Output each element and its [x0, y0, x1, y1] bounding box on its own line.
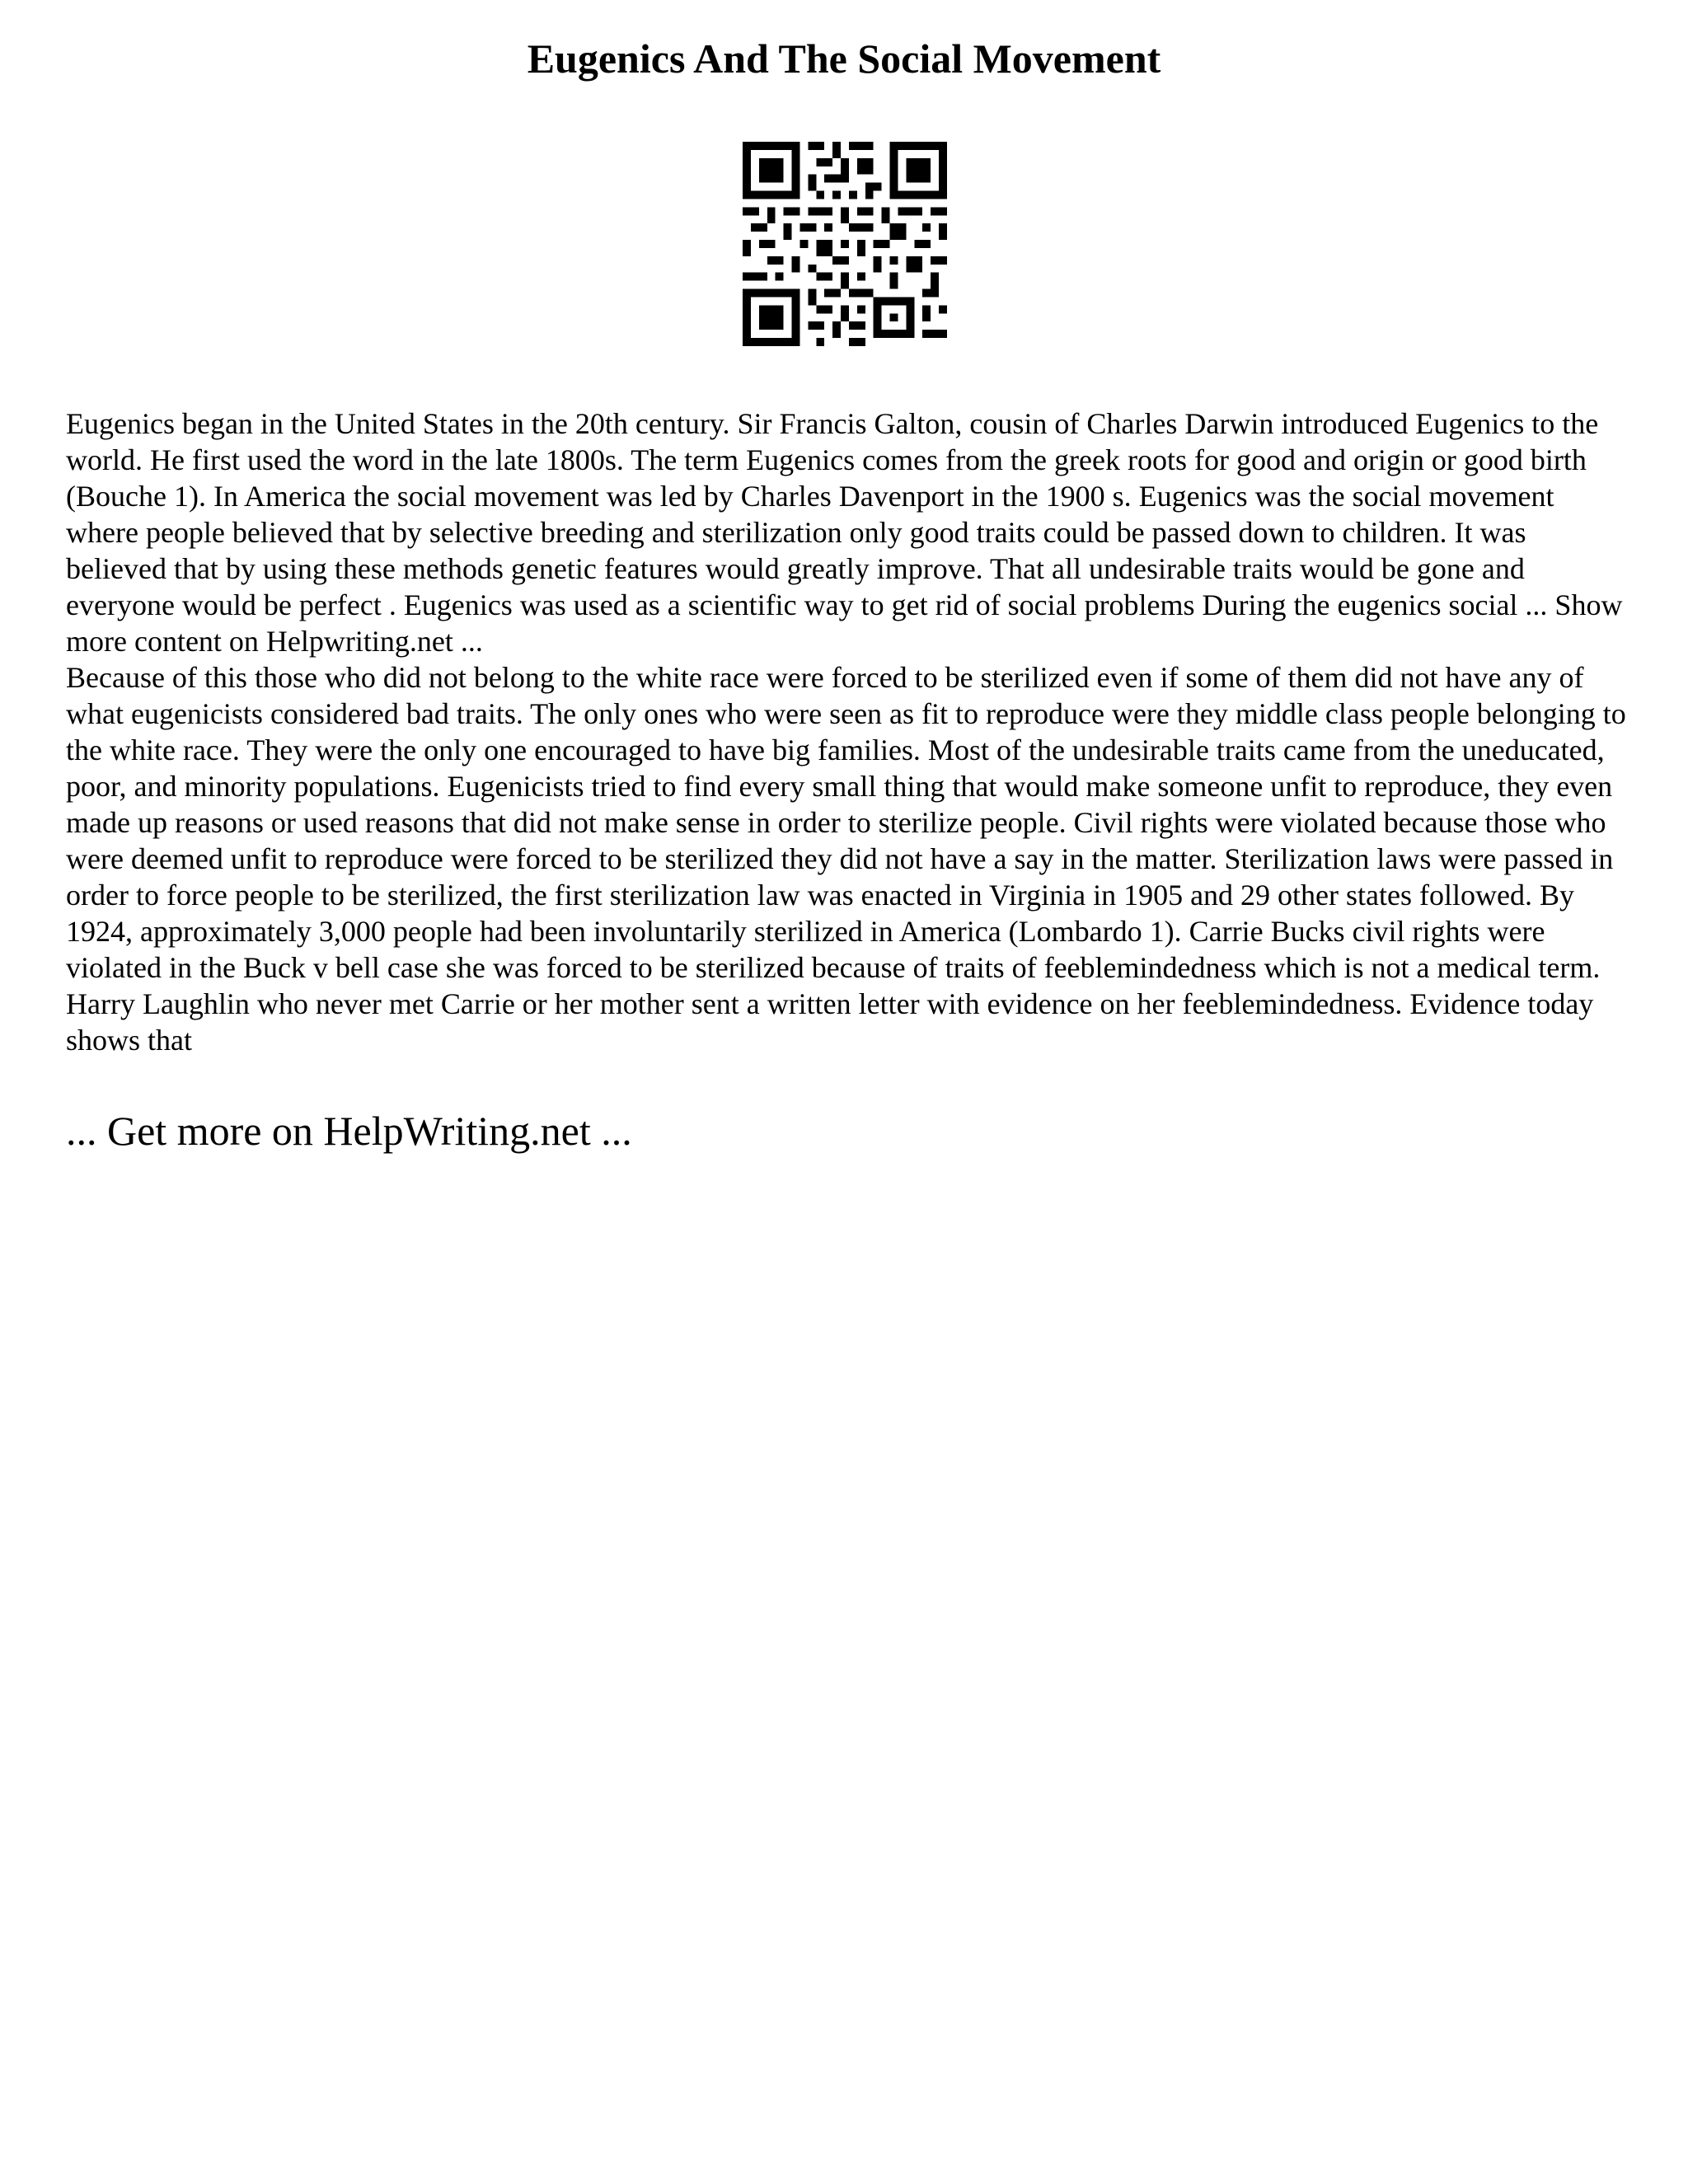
- article-body: [66, 405, 1632, 1058]
- qr-code-icon: [743, 142, 947, 346]
- document-title: Eugenics And The Social Movement: [527, 35, 1161, 82]
- paragraph-sterilization: Because of this those who did not belong to the white race were forced to be sterilized even if some of them did not have any of what eugenicists considered bad traits. The only ones who were seen as fit to reproduce were they middle class people belonging to the white race. They were the only one encouraged to have big families. Most of the undesirable traits came from the uneducated, poor, and minority populations. Eugenicists tried to find every small thing that would make someone unfit to reproduce, they even made up reasons or used reasons that did not make sense in order to sterilize people. Civil rights were violated because those who were deemed unfit to reproduce were forced to be sterilized they did not have a say in the matter. Sterilization laws were passed in order to force people to be sterilized, the first sterilization law was enacted in Virginia in 1905 and 29 other states followed. By 1924, approximately 3,000 people had been involuntarily sterilized in America (Lombardo 1). Carrie Bucks civil rights were violated in the Buck v bell case she was forced to be sterilized because of traits of feeblemindedness which is not a medical term. Harry Laughlin who never met Carrie or her mother sent a written letter with evidence on her feeblemindedness. Evidence today shows that: [66, 661, 1626, 1057]
- paragraph-intro: Eugenics began in the United States in the 20th century. Sir Francis Galton, cousin of Charles Darwin introduced Eugenics to the world. He first used the word in the late 1800s. The term Eugenics comes from the greek roots for good and origin or good birth (Bouche 1). In America the social movement was led by Charles Davenport in the 1900 s. Eugenics was the social movement where people believed that by selective breeding and sterilization only good traits could be passed down to children. It was believed that by using these methods genetic features would greatly improve. That all undesirable traits would be gone and everyone would be perfect . Eugenics was used as a scientific way to get rid of social problems During the eugenics social ... Show more content on Helpwriting.net ...: [66, 407, 1623, 658]
- get-more-link[interactable]: ... Get more on HelpWriting.net ...: [66, 1108, 632, 1154]
